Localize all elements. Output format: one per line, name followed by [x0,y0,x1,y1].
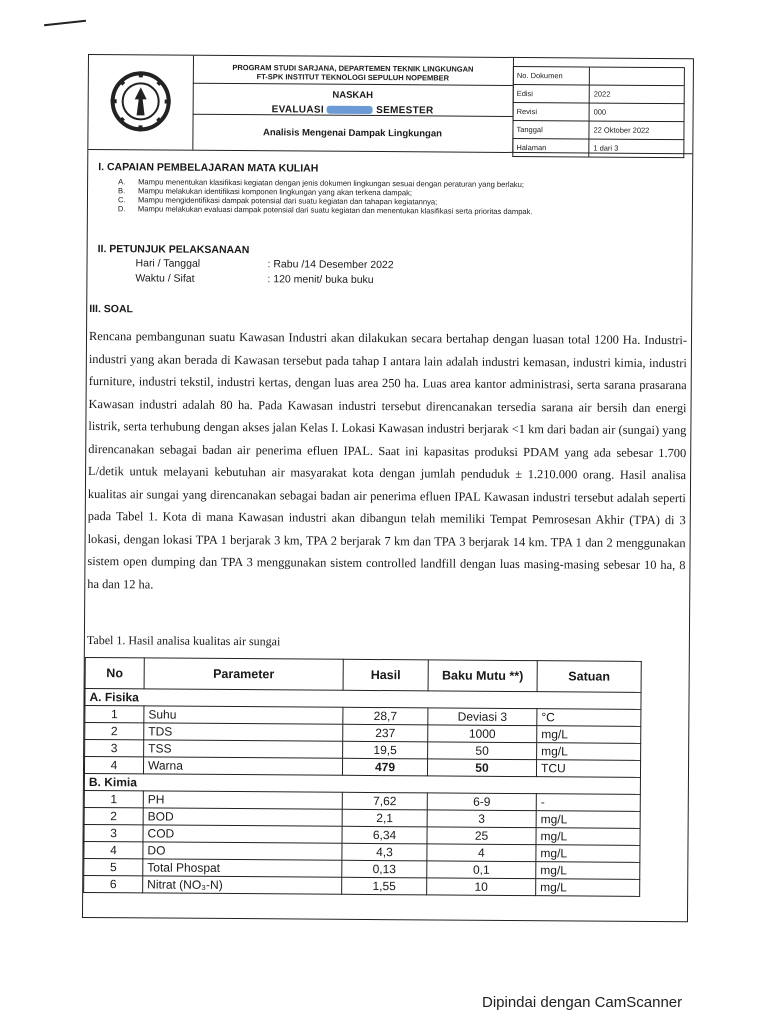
document-header [88,55,693,154]
evaluasi-prefix: EVALUASI [271,104,324,116]
time-value: : 120 menit/ buka buku [267,273,374,286]
list-item: D. Mampu melakukan evaluasi dampak potensial dari suatu kegiatan dan menentukan klasifikasi serta prioritas dampak. [117,204,533,217]
course-name: Analisis Mengenai Dampak Lingkungan [192,114,512,153]
day-label: Hari / Tanggal [135,257,201,270]
meta-row: Edisi 2022 [513,85,685,104]
table-row: 1 Suhu 28,7 Deviasi 3 °C [85,705,641,726]
list-item: C. Mampu mengidentifikasi dampak potensial dari suatu kegiatan dan tahapan kegiatannya; [117,195,438,207]
water-quality-table [83,657,642,897]
day-row [135,257,394,272]
section-2-title: II. PETUNJUK PELAKSANAAN [97,243,250,257]
table-caption: Tabel 1. Hasil analisa kualitas air sungai [86,633,281,649]
evaluasi-suffix: SEMESTER [376,105,434,117]
group-row: B. Kimia [84,773,640,794]
section-3-title: III. SOAL [89,303,134,316]
table-row: 3 COD 6,34 25 mg/L [84,824,640,845]
program-name: PROGRAM STUDI SARJANA, DEPARTEMEN TEKNIK LINGKUNGAN [232,63,474,74]
table-row: 4 DO 4,3 4 mg/L [84,841,640,862]
table-row: 2 BOD 2,1 3 mg/L [84,807,640,828]
document-meta [512,66,685,158]
institution-name: FT-SPK INSTITUT TEKNOLOGI SEPULUH NOPEMBER [193,72,513,86]
table-row: 6 Nitrat (NO₃-N) 1,55 10 mg/L [84,875,640,896]
question-paragraph: Rencana pembangunan suatu Kawasan Industri akan dilakukan secara bertahap dengan luasan total 1200 Ha. Industri-industri yang akan berada di Kawasan tersebut pada tahap I antara lain adalah industri kemasan, industri kimia, industri furniture, industri tekstil, industri kertas, dengan luas area 250 ha. Luas area kantor administrasi, serta sarana prasarana Kawasan industri adalah 80 ha. Pada Kawasan industri tersebut direncanakan tersedia sarana air bersih dan energi listrik, serta terhubung dengan akses jalan Kelas I. Lokasi Kawasan industri berjarak <1 km dari badan air (sungai) yang direncanakan sebagai badan air penerima efluen IPAL. Saat ini kapasitas produksi PDAM yang ada sebesar 1.700 L/detik untuk melayani kebutuhan air masyarakat kota dengan jumlah penduduk ± 1.210.000 orang. Hasil analisa kualitas air sungai yang direncanakan sebagai badan air penerima efluen IPAL Kawasan industri tersebut adalah seperti pada Tabel 1. Kota di mana Kawasan industri akan dibangun telah memiliki Tempat Pemrosesan Akhir (TPA) di 3 lokasi, dengan lokasi TPA 1 berjarak 3 km, TPA 2 berjarak 7 km dan TPA 3 berjarak 14 km. TPA 1 dan 2 menggunakan sistem open dumping dan TPA 3 menggunakan sistem controlled landfill dengan luas masing-masing sebesar 10 ha, 8 ha dan 12 ha. [87,329,688,591]
col-hasil: Hasil [343,659,428,691]
col-parameter: Parameter [144,658,343,690]
logo-box [88,55,194,150]
list-item: B. Mampu melakukan identifikasi komponen lingkungan yang akan terkena dampak; [118,186,413,198]
meta-row: Revisi 000 [513,103,685,122]
list-item: A. Mampu menentukan klasifikasi kegiatan dengan jenis dokumen lingkungan sesuai dengan peraturan yang berlaku; [118,177,524,190]
meta-row: Tanggal 22 Oktober 2022 [512,121,684,140]
header-title-block [192,56,514,152]
table-row: 4 Warna 479 50 TCU [84,756,640,777]
group-row: A. Fisika [85,688,641,709]
meta-row: Halaman 1 dari 3 [512,139,684,158]
table-row: 1 PH 7,62 6-9 - [84,790,640,811]
time-row [135,272,374,286]
camscanner-watermark: Dipindai dengan CamScanner [482,994,683,1011]
meta-row: No. Dokumen [513,66,685,86]
redacted-mark [327,106,373,114]
pen-mark [44,20,86,26]
table-row: 5 Total Phospat 0,13 0,1 mg/L [84,858,640,879]
col-no: No [85,657,144,688]
table-row: 3 TSS 19,5 50 mg/L [85,739,641,760]
table-header-row [85,657,641,692]
exam-page [82,54,694,922]
cpmk-list [118,177,678,217]
col-baku: Baku Mutu **) [428,660,537,692]
section-1-title: I. CAPAIAN PEMBELAJARAN MATA KULIAH [98,161,319,175]
day-value: : Rabu /14 Desember 2022 [267,258,394,272]
col-satuan: Satuan [537,661,641,693]
table-row: 2 TDS 237 1000 mg/L [85,722,641,743]
naskah-label: NASKAH [332,89,374,101]
its-logo-icon [106,69,174,133]
time-label: Waktu / Sifat [135,272,195,285]
